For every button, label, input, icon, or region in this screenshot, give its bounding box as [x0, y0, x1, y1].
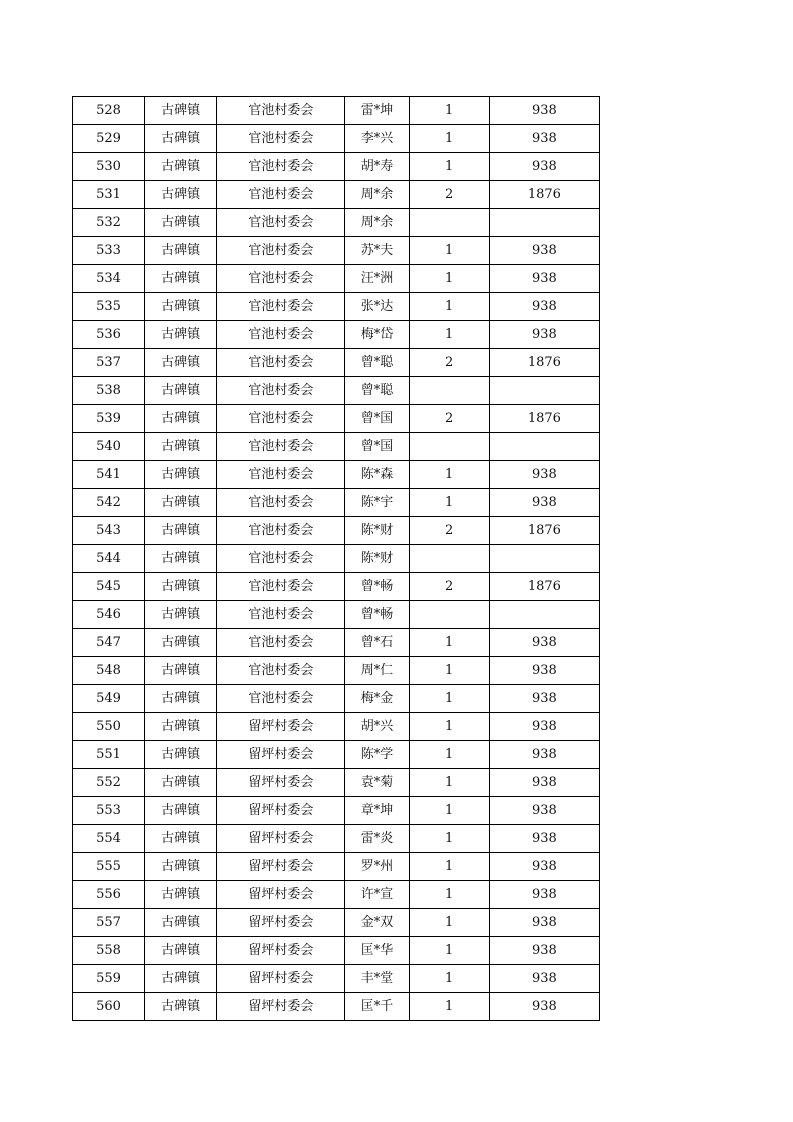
table-row: [73, 405, 600, 433]
row-number-cell: 533: [73, 237, 145, 265]
count-cell: 1: [409, 965, 489, 993]
amount-cell: 938: [489, 993, 599, 1021]
count-cell: 1: [409, 293, 489, 321]
amount-cell: 1876: [489, 517, 599, 545]
row-number-cell: 535: [73, 293, 145, 321]
row-number-cell: 551: [73, 741, 145, 769]
name-cell: 陈*财: [345, 545, 409, 573]
count-cell: 1: [409, 825, 489, 853]
amount-cell: 938: [489, 125, 599, 153]
village-cell: 官池村委会: [217, 657, 345, 685]
village-cell: 留坪村委会: [217, 909, 345, 937]
village-cell: 留坪村委会: [217, 965, 345, 993]
row-number-cell: 556: [73, 881, 145, 909]
village-cell: 官池村委会: [217, 97, 345, 125]
amount-cell: 938: [489, 657, 599, 685]
amount-cell: 938: [489, 825, 599, 853]
name-cell: 金*双: [345, 909, 409, 937]
amount-cell: 938: [489, 153, 599, 181]
town-cell: 古碑镇: [145, 909, 217, 937]
count-cell: [409, 545, 489, 573]
row-number-cell: 542: [73, 489, 145, 517]
amount-cell: 1876: [489, 573, 599, 601]
table-row: [73, 377, 600, 405]
count-cell: 1: [409, 909, 489, 937]
town-cell: 古碑镇: [145, 321, 217, 349]
count-cell: 1: [409, 937, 489, 965]
name-cell: 胡*寿: [345, 153, 409, 181]
table-row: [73, 937, 600, 965]
row-number-cell: 553: [73, 797, 145, 825]
name-cell: 陈*宇: [345, 489, 409, 517]
table-row: [73, 321, 600, 349]
count-cell: 1: [409, 237, 489, 265]
row-number-cell: 554: [73, 825, 145, 853]
name-cell: 曾*畅: [345, 601, 409, 629]
name-cell: 章*坤: [345, 797, 409, 825]
village-cell: 官池村委会: [217, 489, 345, 517]
amount-cell: 938: [489, 797, 599, 825]
name-cell: 梅*金: [345, 685, 409, 713]
village-cell: 官池村委会: [217, 349, 345, 377]
row-number-cell: 548: [73, 657, 145, 685]
name-cell: 雷*坤: [345, 97, 409, 125]
name-cell: 曾*聪: [345, 349, 409, 377]
name-cell: 雷*炎: [345, 825, 409, 853]
table-row: [73, 825, 600, 853]
count-cell: 1: [409, 797, 489, 825]
town-cell: 古碑镇: [145, 349, 217, 377]
town-cell: 古碑镇: [145, 461, 217, 489]
amount-cell: 1876: [489, 181, 599, 209]
village-cell: 官池村委会: [217, 293, 345, 321]
amount-cell: 938: [489, 461, 599, 489]
town-cell: 古碑镇: [145, 741, 217, 769]
town-cell: 古碑镇: [145, 489, 217, 517]
amount-cell: 1876: [489, 405, 599, 433]
town-cell: 古碑镇: [145, 405, 217, 433]
name-cell: 曾*聪: [345, 377, 409, 405]
town-cell: 古碑镇: [145, 293, 217, 321]
name-cell: 陈*森: [345, 461, 409, 489]
row-number-cell: 545: [73, 573, 145, 601]
amount-cell: 938: [489, 629, 599, 657]
name-cell: 罗*州: [345, 853, 409, 881]
count-cell: 1: [409, 741, 489, 769]
town-cell: 古碑镇: [145, 993, 217, 1021]
village-cell: 官池村委会: [217, 209, 345, 237]
table-row: [73, 657, 600, 685]
table-row: [73, 293, 600, 321]
table-row: [73, 461, 600, 489]
row-number-cell: 530: [73, 153, 145, 181]
table-row: [73, 601, 600, 629]
table-row: [73, 153, 600, 181]
village-cell: 官池村委会: [217, 685, 345, 713]
row-number-cell: 560: [73, 993, 145, 1021]
count-cell: 1: [409, 153, 489, 181]
row-number-cell: 541: [73, 461, 145, 489]
row-number-cell: 536: [73, 321, 145, 349]
town-cell: 古碑镇: [145, 881, 217, 909]
count-cell: 1: [409, 125, 489, 153]
amount-cell: 938: [489, 265, 599, 293]
town-cell: 古碑镇: [145, 153, 217, 181]
count-cell: 1: [409, 713, 489, 741]
count-cell: [409, 209, 489, 237]
town-cell: 古碑镇: [145, 265, 217, 293]
amount-cell: 938: [489, 97, 599, 125]
amount-cell: 938: [489, 293, 599, 321]
town-cell: 古碑镇: [145, 937, 217, 965]
village-cell: 留坪村委会: [217, 853, 345, 881]
count-cell: 2: [409, 349, 489, 377]
name-cell: 汪*洲: [345, 265, 409, 293]
count-cell: 1: [409, 685, 489, 713]
name-cell: 周*余: [345, 209, 409, 237]
data-table: [72, 96, 600, 1021]
row-number-cell: 544: [73, 545, 145, 573]
amount-cell: [489, 601, 599, 629]
village-cell: 官池村委会: [217, 601, 345, 629]
village-cell: 留坪村委会: [217, 993, 345, 1021]
name-cell: 陈*学: [345, 741, 409, 769]
amount-cell: 938: [489, 937, 599, 965]
row-number-cell: 537: [73, 349, 145, 377]
village-cell: 官池村委会: [217, 181, 345, 209]
count-cell: 1: [409, 461, 489, 489]
name-cell: 曾*石: [345, 629, 409, 657]
count-cell: 1: [409, 993, 489, 1021]
table-row: [73, 713, 600, 741]
count-cell: 1: [409, 265, 489, 293]
village-cell: 官池村委会: [217, 153, 345, 181]
amount-cell: 938: [489, 769, 599, 797]
town-cell: 古碑镇: [145, 125, 217, 153]
table-row: [73, 797, 600, 825]
table-row: [73, 97, 600, 125]
amount-cell: 1876: [489, 349, 599, 377]
row-number-cell: 532: [73, 209, 145, 237]
town-cell: 古碑镇: [145, 685, 217, 713]
amount-cell: 938: [489, 685, 599, 713]
name-cell: 匡*千: [345, 993, 409, 1021]
town-cell: 古碑镇: [145, 601, 217, 629]
village-cell: 留坪村委会: [217, 769, 345, 797]
table-row: [73, 909, 600, 937]
table-row: [73, 181, 600, 209]
town-cell: 古碑镇: [145, 97, 217, 125]
row-number-cell: 540: [73, 433, 145, 461]
town-cell: 古碑镇: [145, 433, 217, 461]
count-cell: 2: [409, 573, 489, 601]
town-cell: 古碑镇: [145, 181, 217, 209]
town-cell: 古碑镇: [145, 797, 217, 825]
table-row: [73, 769, 600, 797]
village-cell: 留坪村委会: [217, 881, 345, 909]
name-cell: 周*仁: [345, 657, 409, 685]
village-cell: 官池村委会: [217, 461, 345, 489]
town-cell: 古碑镇: [145, 237, 217, 265]
count-cell: 1: [409, 881, 489, 909]
village-cell: 官池村委会: [217, 125, 345, 153]
table-row: [73, 965, 600, 993]
table-row: [73, 265, 600, 293]
table-row: [73, 349, 600, 377]
name-cell: 李*兴: [345, 125, 409, 153]
row-number-cell: 552: [73, 769, 145, 797]
name-cell: 周*余: [345, 181, 409, 209]
row-number-cell: 549: [73, 685, 145, 713]
name-cell: 曾*国: [345, 405, 409, 433]
row-number-cell: 529: [73, 125, 145, 153]
table-row: [73, 573, 600, 601]
village-cell: 留坪村委会: [217, 713, 345, 741]
row-number-cell: 538: [73, 377, 145, 405]
count-cell: 1: [409, 657, 489, 685]
town-cell: 古碑镇: [145, 573, 217, 601]
amount-cell: 938: [489, 881, 599, 909]
row-number-cell: 543: [73, 517, 145, 545]
village-cell: 官池村委会: [217, 433, 345, 461]
name-cell: 曾*国: [345, 433, 409, 461]
amount-cell: 938: [489, 713, 599, 741]
table-body: [73, 97, 600, 1021]
name-cell: 袁*菊: [345, 769, 409, 797]
row-number-cell: 539: [73, 405, 145, 433]
village-cell: 官池村委会: [217, 237, 345, 265]
count-cell: 2: [409, 517, 489, 545]
village-cell: 官池村委会: [217, 517, 345, 545]
village-cell: 留坪村委会: [217, 797, 345, 825]
name-cell: 梅*岱: [345, 321, 409, 349]
amount-cell: 938: [489, 741, 599, 769]
name-cell: 丰*堂: [345, 965, 409, 993]
row-number-cell: 534: [73, 265, 145, 293]
town-cell: 古碑镇: [145, 545, 217, 573]
town-cell: 古碑镇: [145, 769, 217, 797]
village-cell: 留坪村委会: [217, 825, 345, 853]
row-number-cell: 550: [73, 713, 145, 741]
name-cell: 匡*华: [345, 937, 409, 965]
town-cell: 古碑镇: [145, 965, 217, 993]
village-cell: 留坪村委会: [217, 741, 345, 769]
village-cell: 官池村委会: [217, 265, 345, 293]
count-cell: 1: [409, 769, 489, 797]
town-cell: 古碑镇: [145, 517, 217, 545]
table-row: [73, 629, 600, 657]
amount-cell: 938: [489, 909, 599, 937]
name-cell: 陈*财: [345, 517, 409, 545]
amount-cell: [489, 209, 599, 237]
name-cell: 张*达: [345, 293, 409, 321]
table-row: [73, 545, 600, 573]
village-cell: 留坪村委会: [217, 937, 345, 965]
row-number-cell: 555: [73, 853, 145, 881]
table-row: [73, 489, 600, 517]
count-cell: 2: [409, 181, 489, 209]
table-row: [73, 209, 600, 237]
row-number-cell: 558: [73, 937, 145, 965]
village-cell: 官池村委会: [217, 405, 345, 433]
name-cell: 苏*夫: [345, 237, 409, 265]
count-cell: 2: [409, 405, 489, 433]
count-cell: 1: [409, 629, 489, 657]
table-row: [73, 517, 600, 545]
table-row: [73, 741, 600, 769]
count-cell: [409, 433, 489, 461]
town-cell: 古碑镇: [145, 657, 217, 685]
table-row: [73, 881, 600, 909]
row-number-cell: 559: [73, 965, 145, 993]
row-number-cell: 547: [73, 629, 145, 657]
village-cell: 官池村委会: [217, 545, 345, 573]
town-cell: 古碑镇: [145, 713, 217, 741]
amount-cell: 938: [489, 489, 599, 517]
village-cell: 官池村委会: [217, 321, 345, 349]
amount-cell: 938: [489, 321, 599, 349]
town-cell: 古碑镇: [145, 377, 217, 405]
village-cell: 官池村委会: [217, 629, 345, 657]
count-cell: [409, 601, 489, 629]
row-number-cell: 531: [73, 181, 145, 209]
row-number-cell: 557: [73, 909, 145, 937]
name-cell: 曾*畅: [345, 573, 409, 601]
village-cell: 官池村委会: [217, 377, 345, 405]
town-cell: 古碑镇: [145, 209, 217, 237]
count-cell: 1: [409, 853, 489, 881]
row-number-cell: 546: [73, 601, 145, 629]
row-number-cell: 528: [73, 97, 145, 125]
village-cell: 官池村委会: [217, 573, 345, 601]
amount-cell: [489, 433, 599, 461]
table-row: [73, 125, 600, 153]
table-row: [73, 993, 600, 1021]
count-cell: 1: [409, 321, 489, 349]
table-row: [73, 685, 600, 713]
amount-cell: 938: [489, 853, 599, 881]
town-cell: 古碑镇: [145, 629, 217, 657]
count-cell: 1: [409, 489, 489, 517]
table-row: [73, 237, 600, 265]
table-row: [73, 853, 600, 881]
town-cell: 古碑镇: [145, 853, 217, 881]
name-cell: 胡*兴: [345, 713, 409, 741]
amount-cell: 938: [489, 237, 599, 265]
amount-cell: [489, 377, 599, 405]
count-cell: [409, 377, 489, 405]
count-cell: 1: [409, 97, 489, 125]
amount-cell: 938: [489, 965, 599, 993]
table-row: [73, 433, 600, 461]
town-cell: 古碑镇: [145, 825, 217, 853]
amount-cell: [489, 545, 599, 573]
name-cell: 许*宣: [345, 881, 409, 909]
